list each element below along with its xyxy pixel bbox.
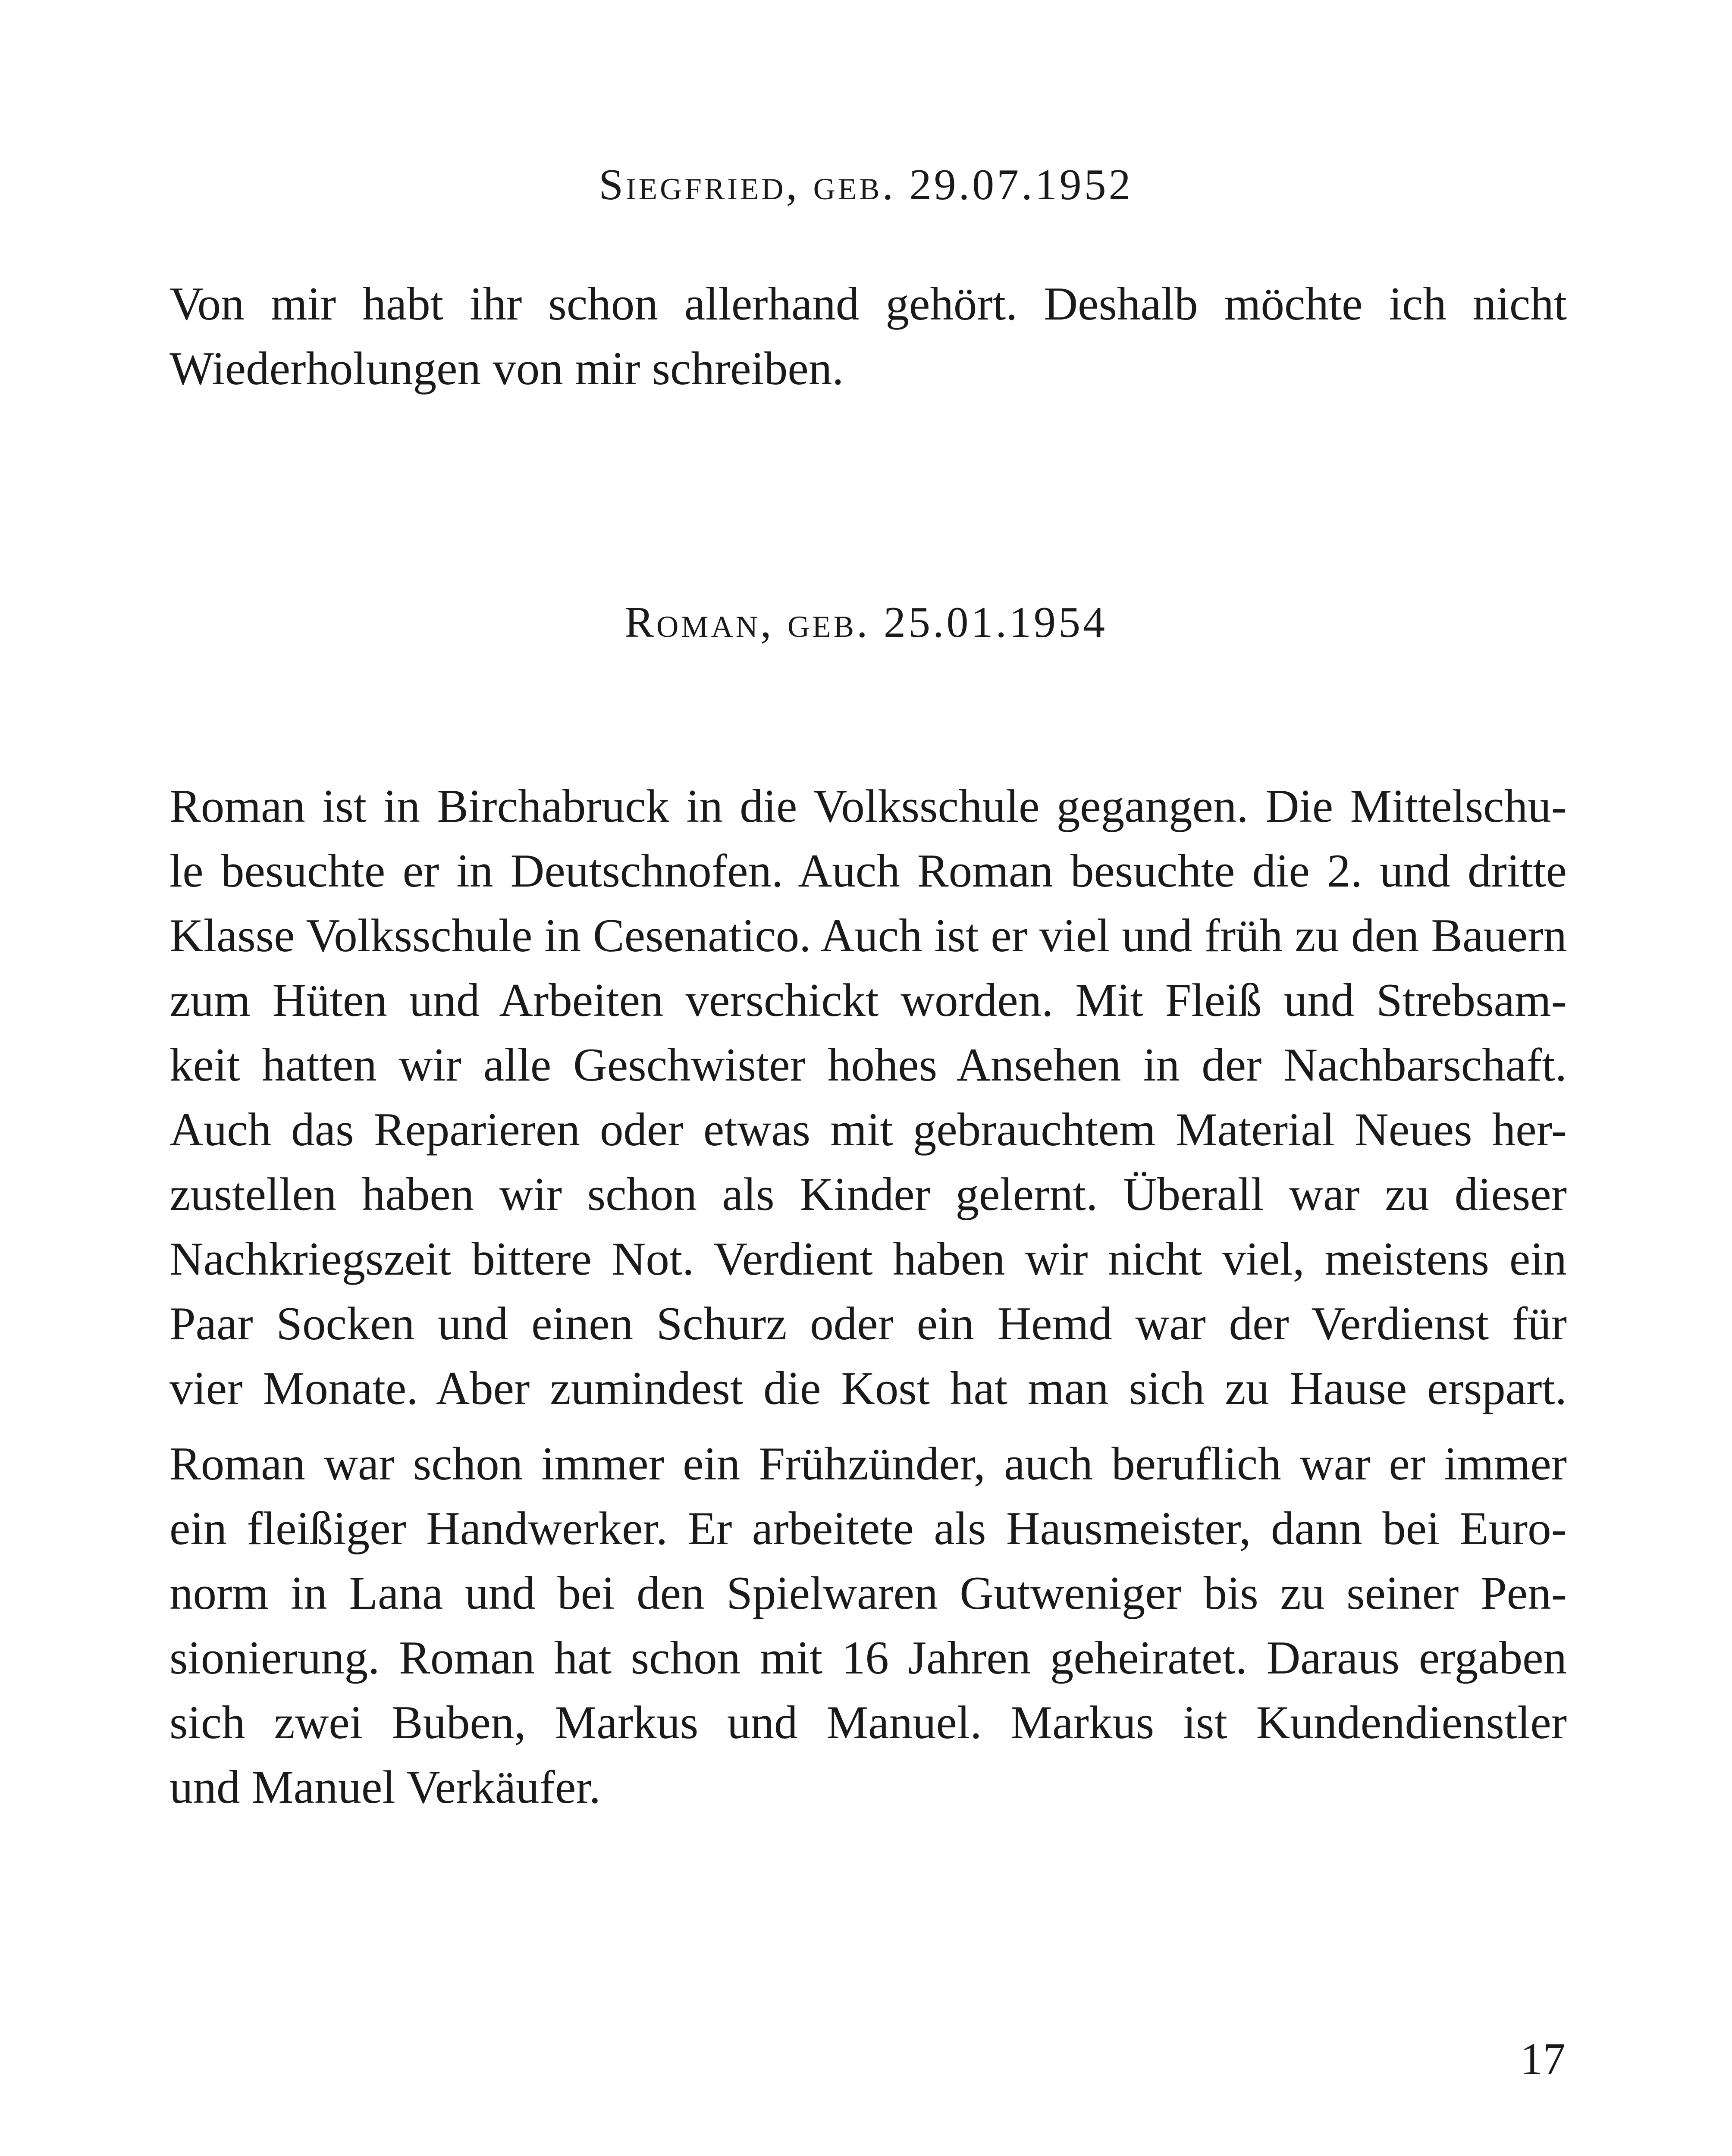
text-line: norm in Lana und bei den Spielwaren Gutweniger bis zu seiner Pen- <box>169 1567 1567 1619</box>
text-line: ein fleißiger Handwerker. Er arbeitete als Hausmeister, dann bei Euro- <box>169 1502 1567 1554</box>
paragraph-roman-2 <box>169 1432 1567 1820</box>
section-heading-roman: Roman, geb. 25.01.1954 <box>624 598 1108 647</box>
text-line: zum Hüten und Arbeiten verschickt worden. Mit Fleiß und Strebsam- <box>169 974 1567 1026</box>
text-line: sionierung. Roman hat schon mit 16 Jahren geheiratet. Daraus ergaben <box>169 1632 1567 1684</box>
section-heading-siegfried: Siegfried, geb. 29.07.1952 <box>599 160 1133 209</box>
text-line: Klasse Volksschule in Cesenatico. Auch ist er viel und früh zu den Bauern <box>169 909 1567 962</box>
text-line: Roman war schon immer ein Frühzünder, auch beruflich war er immer <box>169 1438 1567 1490</box>
paragraph-siegfried <box>169 272 1567 401</box>
text-line: sich zwei Buben, Markus und Manuel. Markus ist Kundendienstler <box>169 1696 1567 1749</box>
text-line: Wiederholungen von mir schreiben. <box>169 342 844 395</box>
text-line: Nachkriegszeit bittere Not. Verdient haben wir nicht viel, meistens ein <box>169 1233 1567 1285</box>
text-line: vier Monate. Aber zumindest die Kost hat man sich zu Hause erspart. <box>169 1362 1567 1414</box>
page-number: 17 <box>1520 2034 1566 2084</box>
text-line: Auch das Reparieren oder etwas mit gebrauchtem Material Neues her- <box>169 1103 1567 1156</box>
text-line: und Manuel Verkäufer. <box>169 1761 601 1813</box>
text-line: keit hatten wir alle Geschwister hohes Ansehen in der Nachbarschaft. <box>169 1039 1567 1091</box>
text-line: Roman ist in Birchabruck in die Volksschule gegangen. Die Mittelschu- <box>169 780 1567 832</box>
paragraph-roman-1 <box>169 774 1567 1421</box>
text-line: le besuchte er in Deutschnofen. Auch Roman besuchte die 2. und dritte <box>169 845 1567 897</box>
text-line: zustellen haben wir schon als Kinder gelernt. Überall war zu dieser <box>169 1168 1567 1220</box>
text-line: Paar Socken und einen Schurz oder ein Hemd war der Verdienst für <box>169 1297 1567 1350</box>
text-line: Von mir habt ihr schon allerhand gehört. Deshalb möchte ich nicht <box>169 278 1567 330</box>
